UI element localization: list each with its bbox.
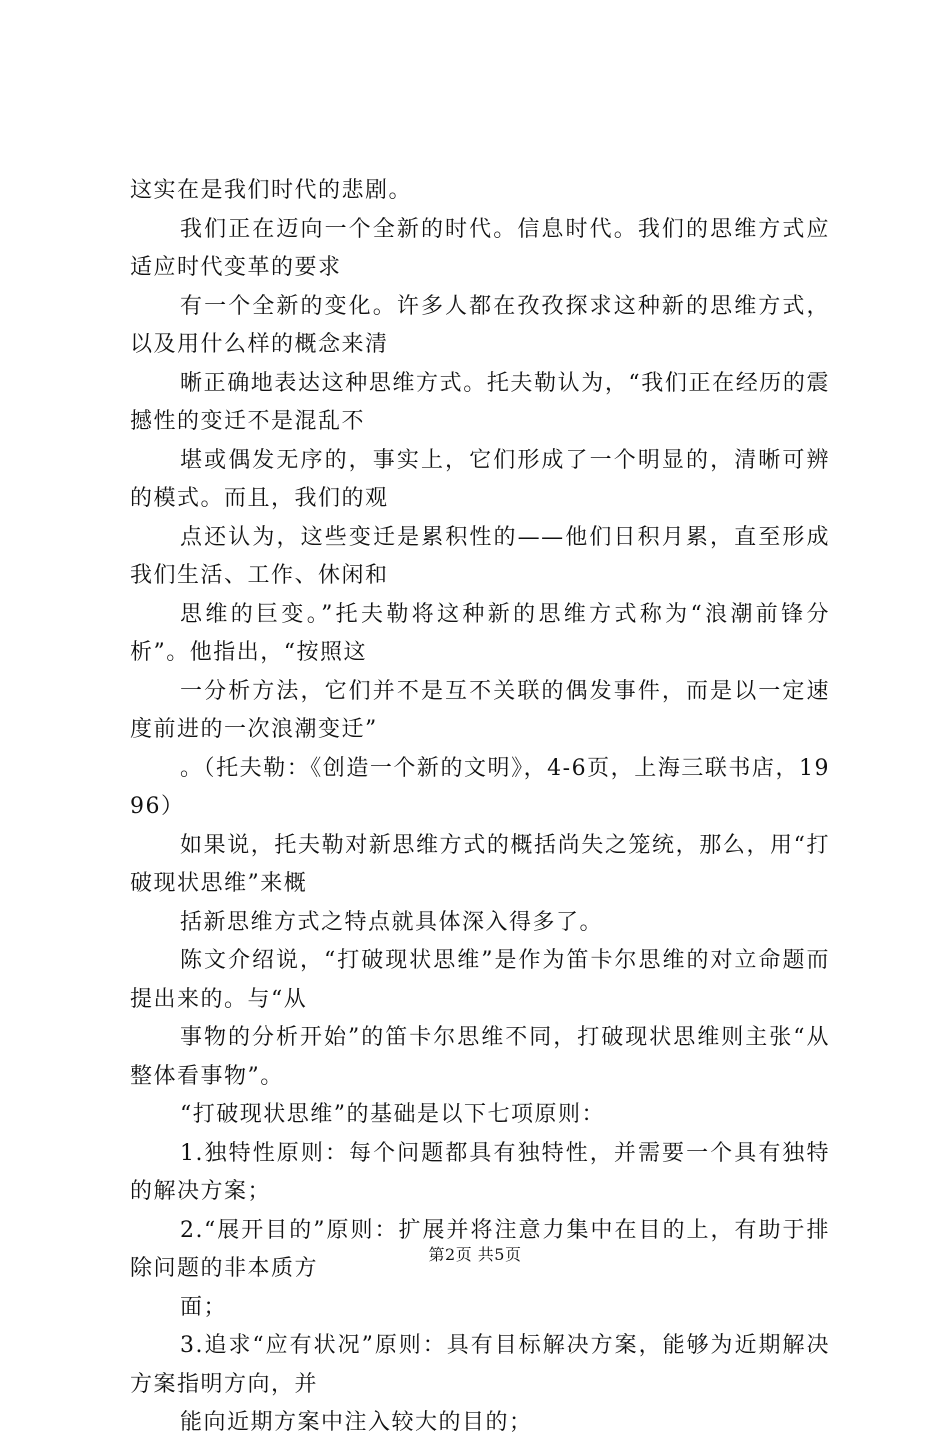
paragraph: 点还认为，这些变迁是累积性的——他们日积月累，直至形成我们生活、工作、休闲和 bbox=[130, 524, 830, 588]
paragraph: 晰正确地表达这种思维方式。托夫勒认为，“我们正在经历的震撼性的变迁不是混乱不 bbox=[130, 370, 830, 434]
paragraph: 1.独特性原则：每个问题都具有独特性，并需要一个具有独特的解决方案； bbox=[130, 1140, 830, 1204]
paragraph: 有一个全新的变化。许多人都在孜孜探求这种新的思维方式，以及用什么样的概念来清 bbox=[130, 293, 830, 357]
paragraph: 。（托夫勒：《创造一个新的文明》，4-6页，上海三联书店，1996） bbox=[130, 755, 830, 819]
paragraph: 这实在是我们时代的悲剧。 bbox=[130, 178, 413, 203]
paragraph: 思维的巨变。”托夫勒将这种新的思维方式称为“浪潮前锋分析”。他指出，“按照这 bbox=[130, 601, 830, 665]
paragraph: 能向近期方案中注入较大的目的； bbox=[180, 1410, 533, 1435]
paragraph: 事物的分析开始”的笛卡尔思维不同，打破现状思维则主张“从整体看事物”。 bbox=[130, 1025, 830, 1089]
paragraph: 2.“展开目的”原则：扩展并将注意力集中在目的上，有助于排除问题的非本质方 bbox=[130, 1217, 830, 1281]
paragraph: 一分析方法，它们并不是互不关联的偶发事件，而是以一定速度前进的一次浪潮变迁” bbox=[130, 678, 830, 742]
paragraph: 堪或偶发无序的，事实上，它们形成了一个明显的，清晰可辨的模式。而且，我们的观 bbox=[130, 447, 830, 511]
paragraph: 陈文介绍说，“打破现状思维”是作为笛卡尔思维的对立命题而提出来的。与“从 bbox=[130, 948, 830, 1012]
paragraph: 我们正在迈向一个全新的时代。信息时代。我们的思维方式应适应时代变革的要求 bbox=[130, 216, 830, 280]
page-footer: 第2页 共5页 bbox=[428, 1245, 522, 1264]
paragraph: 面； bbox=[180, 1294, 228, 1320]
paragraph: 3.追求“应有状况”原则：具有目标解决方案，能够为近期解决方案指明方向，并 bbox=[130, 1333, 830, 1397]
paragraph: “打破现状思维”的基础是以下七项原则： bbox=[180, 1102, 605, 1127]
paragraph: 如果说，托夫勒对新思维方式的概括尚失之笼统，那么，用“打破现状思维”来概 bbox=[130, 832, 830, 896]
paragraph: 括新思维方式之特点就具体深入得多了。 bbox=[180, 909, 604, 935]
